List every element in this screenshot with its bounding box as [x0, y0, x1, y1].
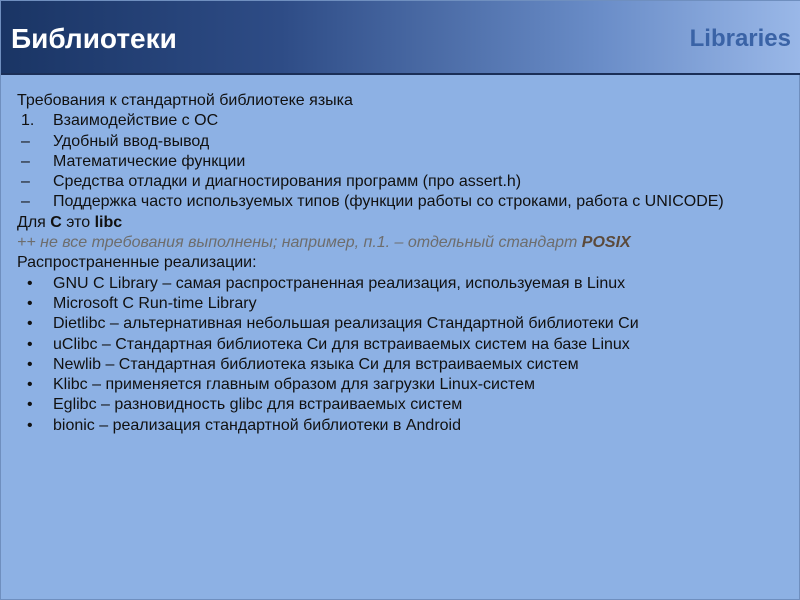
implementations-list	[17, 274, 787, 436]
list-item-text: uClibc – Стандартная библиотека Си для встраиваемых систем на базе Linux	[53, 335, 630, 353]
list-item-text: Средства отладки и диагностирования программ (про assert.h)	[53, 173, 522, 191]
bullet-marker: •	[27, 416, 33, 434]
list-marker: –	[21, 152, 30, 170]
list-item-text: Взаимодействие с ОС	[53, 112, 219, 130]
bullet-marker: •	[27, 355, 33, 373]
list-item	[17, 132, 787, 152]
bullet-marker: •	[27, 315, 33, 333]
note-emphasis: POSIX	[581, 234, 631, 252]
list-item	[17, 274, 787, 294]
list-item	[17, 335, 787, 355]
list-item	[17, 355, 787, 375]
list-item	[17, 192, 787, 212]
note-line	[17, 233, 787, 253]
slide-title: Библиотеки	[11, 23, 177, 54]
list-marker: –	[21, 132, 30, 150]
bullet-marker: •	[27, 396, 33, 414]
list-item-text: Eglibc – разновидность glibc для встраиваемых систем	[53, 396, 463, 414]
list-item	[17, 416, 787, 436]
list-item-text: Microsoft C Run-time Library	[53, 294, 257, 312]
requirements-list	[17, 111, 787, 212]
list-item-text: Поддержка часто используемых типов (функции работы со строками, работа с UNICODE)	[53, 193, 724, 211]
list-item-text: Dietlibc – альтернативная небольшая реализация Стандартной библиотеки Си	[53, 315, 639, 333]
bullet-marker: •	[27, 335, 33, 353]
language-name: C	[50, 213, 62, 231]
requirements-heading: Требования к стандартной библиотеке языка	[17, 92, 353, 109]
list-item	[17, 172, 787, 192]
implementations-heading: Распространенные реализации:	[17, 254, 257, 272]
bullet-marker: •	[27, 376, 33, 394]
list-item-text: Удобный ввод-вывод	[53, 132, 210, 150]
library-name: libc	[94, 213, 123, 231]
list-item-text: Математические функции	[53, 152, 246, 170]
bullet-marker: •	[27, 294, 33, 312]
list-marker: –	[21, 193, 30, 211]
libc-line	[17, 213, 787, 233]
list-item	[17, 111, 787, 131]
list-item-text: Newlib – Стандартная библиотека языка Си для встраиваемых систем	[53, 355, 579, 373]
list-item	[17, 152, 787, 172]
list-item-text: bionic – реализация стандартной библиотеки в Android	[53, 416, 462, 434]
list-item-text: Klibc – применяется главным образом для загрузки Linux-систем	[53, 376, 536, 394]
list-marker: 1.	[21, 112, 35, 130]
slide-title-english: Libraries	[689, 25, 791, 52]
note-text: ++ не все требования выполнены; например, п.1. – отдельный стандарт	[17, 234, 582, 252]
list-item-text: GNU C Library – самая распространенная реализация, используемая в Linux	[53, 274, 626, 292]
bullet-marker: •	[27, 274, 33, 292]
list-item	[17, 395, 787, 415]
libc-middle: это	[61, 213, 95, 231]
list-marker: –	[21, 173, 30, 191]
list-item	[17, 294, 787, 314]
libc-prefix: Для	[17, 213, 51, 231]
slide-header	[1, 1, 800, 75]
list-item	[17, 375, 787, 395]
list-item	[17, 314, 787, 334]
slide-content	[17, 91, 787, 436]
